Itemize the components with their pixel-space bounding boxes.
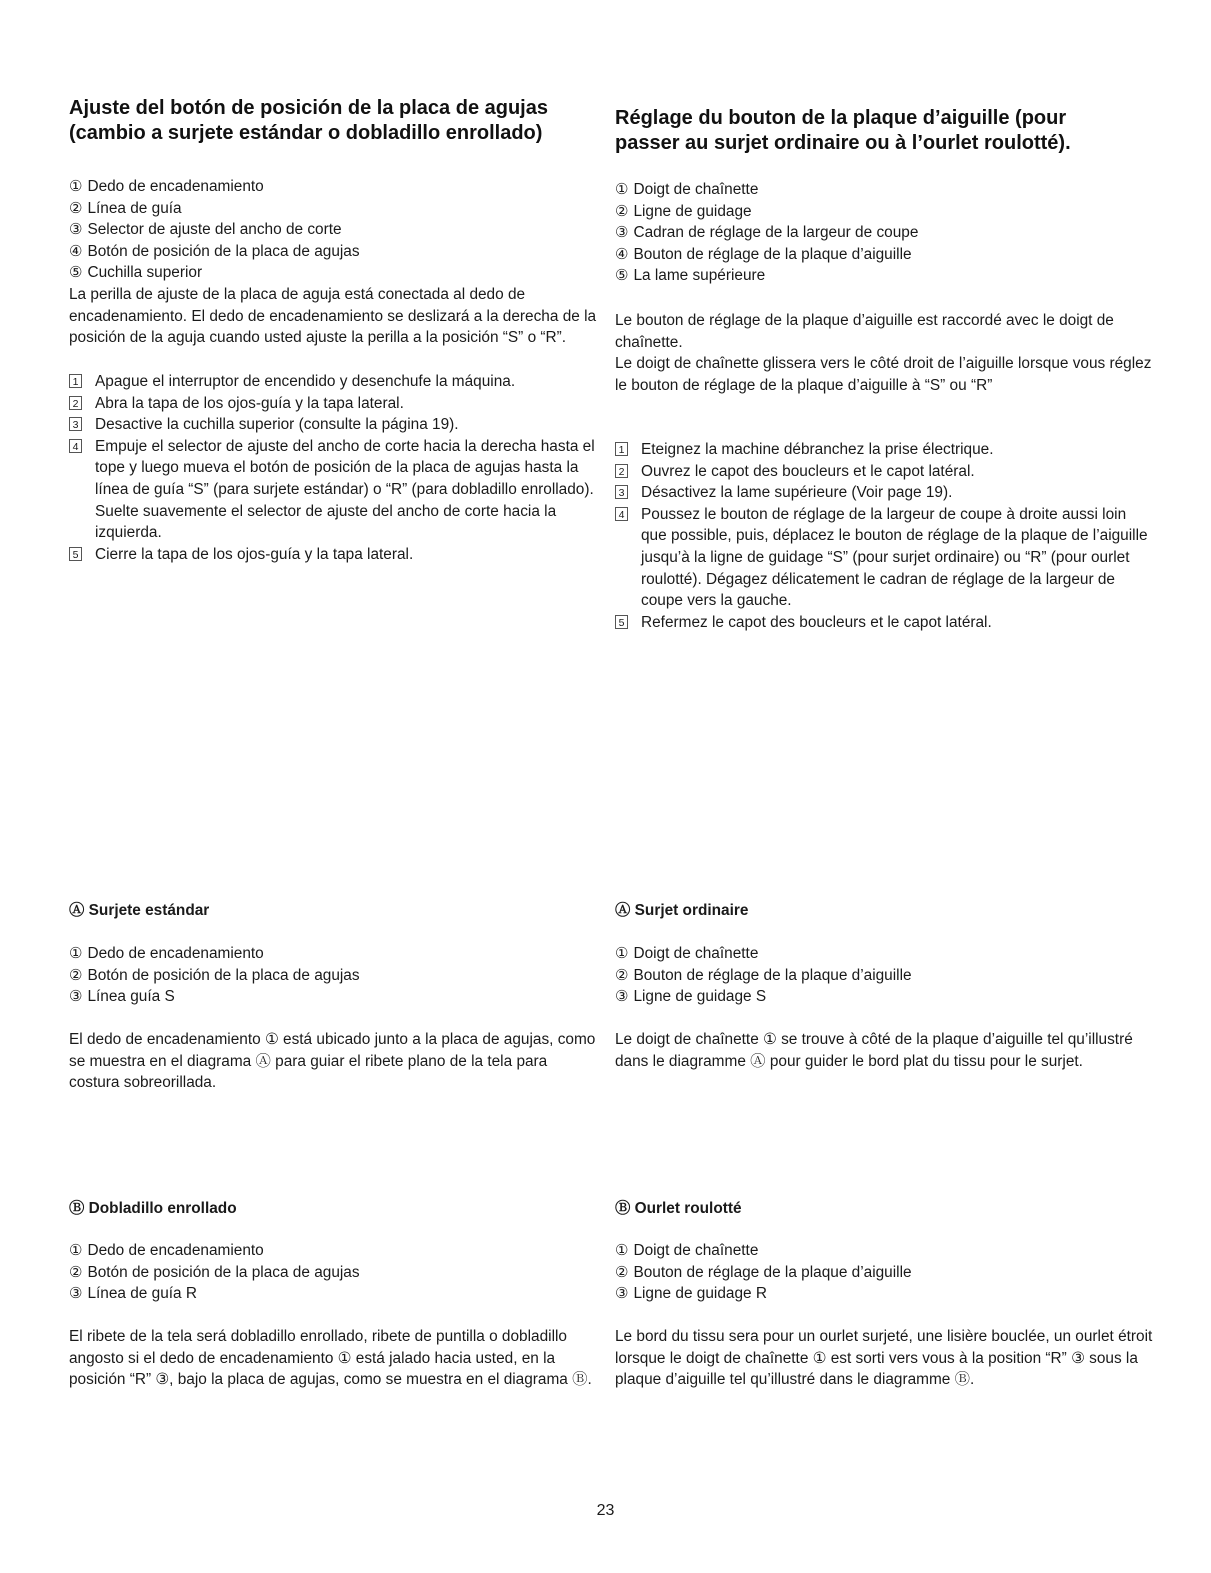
fr-title-line1: Réglage du bouton de la plaque d’aiguille (pour <box>615 107 1067 129</box>
fr-section-b-parts <box>615 1240 1155 1305</box>
list-item <box>615 1262 1155 1284</box>
fr-section-a-heading: Ⓐ Surjet ordinaire <box>615 902 749 919</box>
step-item <box>615 504 1155 612</box>
part-label: Bouton de réglage de la plaque d’aiguille <box>633 1263 912 1281</box>
circled-number: ① <box>69 945 83 962</box>
step-number-box: 5 <box>615 615 628 629</box>
es-section-a-text: El dedo de encadenamiento ① está ubicado junto a la placa de agujas, como se muestra en el diagrama Ⓐ para guiar el ribete plano de la tela para costura sobreorillada. <box>69 1031 596 1092</box>
circled-number: ④ <box>615 245 629 263</box>
step-item <box>615 612 1155 634</box>
fr-section-b-text: Le bord du tissu sera pour un ourlet surjeté, une lisière bouclée, un ourlet étroit lorsque le doigt de chaînette ① est sorti vers vous à la position “R” ③ sous la plaque d’aiguille tel qu’illustré dans le diagramme Ⓑ. <box>615 1328 1153 1389</box>
fr-intro-1: Le bouton de réglage de la plaque d’aiguille est raccordé avec le doigt de chaînette. <box>615 312 1114 351</box>
step-item <box>69 544 599 566</box>
step-number-box: 3 <box>69 417 82 431</box>
list-item <box>69 1262 599 1284</box>
circled-number: ① <box>69 1242 83 1259</box>
circled-number: ⑤ <box>615 267 629 285</box>
part-label: Ligne de guidage <box>633 202 752 220</box>
step-text: Refermez le capot des boucleurs et le capot latéral. <box>641 613 992 631</box>
step-text: Poussez le bouton de réglage de la largeur de coupe à droite aussi loin que possible, puis, déplacez le bouton de réglage de la plaque de l’aiguille jusqu’à la ligne de guidage “S” (pour surjet ordinaire) ou “R” (pour ourlet roulotté). Dégagez délicatement le cadran de réglage de la largeur de coupe vers la gauche. <box>641 505 1148 610</box>
step-text: Apague el interruptor de encendido y desenchufe la máquina. <box>95 373 516 390</box>
list-item <box>69 241 599 263</box>
part-label: Dedo de encadenamiento <box>87 945 264 962</box>
es-title-line1: Ajuste del botón de posición de la placa de agujas <box>69 97 548 119</box>
list-item <box>615 965 1155 987</box>
list-item <box>615 244 1155 266</box>
list-item <box>69 262 599 284</box>
step-number-box: 3 <box>615 485 628 499</box>
step-item <box>615 461 1155 483</box>
fr-title <box>615 106 1155 156</box>
part-label: Doigt de chaînette <box>633 1242 759 1259</box>
step-text-continued: Suelte suavemente el selector de ajuste del ancho de corte hacia la izquierda. <box>95 502 557 542</box>
step-item <box>615 482 1155 504</box>
es-section-a-parts <box>69 943 599 1008</box>
part-label: Dedo de encadenamiento <box>87 1242 264 1259</box>
circled-number: ③ <box>69 221 83 239</box>
circled-number: ④ <box>69 242 83 260</box>
part-label: Línea de guía R <box>87 1285 197 1303</box>
step-item <box>69 371 599 393</box>
part-label: Botón de posición de la placa de agujas <box>87 966 360 984</box>
fr-parts-list <box>615 179 1155 287</box>
circled-number: ③ <box>615 1285 629 1303</box>
circled-number: ③ <box>69 1285 83 1303</box>
step-number-box: 4 <box>69 439 82 453</box>
part-label: Doigt de chaînette <box>633 181 759 198</box>
circled-number: ① <box>615 181 629 198</box>
part-label: Selector de ajuste del ancho de corte <box>87 221 342 239</box>
step-text: Ouvrez le capot des boucleurs et le capot latéral. <box>641 462 975 480</box>
step-number-box: 2 <box>69 396 82 410</box>
part-label: Bouton de réglage de la plaque d’aiguille <box>633 966 912 984</box>
part-label: Botón de posición de la placa de agujas <box>87 242 360 260</box>
circled-number: ① <box>615 945 629 962</box>
part-label: Botón de posición de la placa de agujas <box>87 1263 360 1281</box>
es-steps-list <box>69 371 599 565</box>
step-text: Empuje el selector de ajuste del ancho de corte hacia la derecha hasta el tope y luego mueva el botón de posición de la placa de agujas hasta la línea de guía “S” (para surjete estándar) o “R” (para dobladillo enrollado). <box>95 437 595 498</box>
es-section-b-parts <box>69 1240 599 1305</box>
fr-steps-list <box>615 439 1155 633</box>
part-label: Línea de guía <box>87 199 182 217</box>
circled-number: ② <box>69 199 83 217</box>
es-intro: La perilla de ajuste de la placa de aguja está conectada al dedo de encadenamiento. El dedo de encadenamiento se deslizará a la derecha de la posición de la aguja cuando usted ajuste la perilla a la posición “S” o “R”. <box>69 286 597 347</box>
step-number-box: 1 <box>615 442 628 456</box>
part-label: Cadran de réglage de la largeur de coupe <box>633 224 919 242</box>
circled-number: ③ <box>69 988 83 1006</box>
step-item <box>615 439 1155 461</box>
part-label: Doigt de chaînette <box>633 945 759 962</box>
step-number-box: 1 <box>69 374 82 388</box>
list-item <box>615 1283 1155 1305</box>
page-number: 23 <box>596 1502 615 1519</box>
part-label: La lame supérieure <box>633 267 766 285</box>
circled-number: ② <box>69 1263 83 1281</box>
step-text: Eteignez la machine débranchez la prise électrique. <box>641 441 994 458</box>
es-section-b-heading: Ⓑ Dobladillo enrollado <box>69 1200 237 1217</box>
list-item <box>615 943 1155 965</box>
step-number-box: 4 <box>615 507 628 521</box>
step-item <box>69 393 599 415</box>
es-title-line2: (cambio a surjete estándar o dobladillo enrollado) <box>69 122 543 144</box>
part-label: Línea guía S <box>87 988 175 1006</box>
step-text: Desactive la cuchilla superior (consulte la página 19). <box>95 416 459 434</box>
circled-number: ⑤ <box>69 264 83 282</box>
es-section-b-text: El ribete de la tela será dobladillo enrollado, ribete de puntilla o dobladillo angosto si el dedo de encadenamiento ① está jalado hacia usted, en la posición “R” ③, bajo la placa de agujas, como se muestra en el diagrama Ⓑ. <box>69 1328 592 1389</box>
es-section-a-heading: Ⓐ Surjete estándar <box>69 902 210 919</box>
list-item <box>69 986 599 1008</box>
fr-section-a-text: Le doigt de chaînette ① se trouve à côté de la plaque d’aiguille tel qu’illustré dans le diagramme Ⓐ pour guider le bord plat du tissu pour le surjet. <box>615 1031 1133 1070</box>
list-item <box>69 1283 599 1305</box>
circled-number: ② <box>69 966 83 984</box>
part-label: Dedo de encadenamiento <box>87 178 264 195</box>
part-label: Ligne de guidage S <box>633 988 767 1006</box>
step-item <box>69 436 599 544</box>
fr-intro-2: Le doigt de chaînette glissera vers le côté droit de l’aiguille lorsque vous réglez le bouton de réglage de la plaque d’aiguille à “S” ou “R” <box>615 355 1152 394</box>
circled-number: ② <box>615 1263 629 1281</box>
circled-number: ① <box>69 178 83 195</box>
list-item <box>69 198 599 220</box>
part-label: Ligne de guidage R <box>633 1285 767 1303</box>
list-item <box>69 943 599 965</box>
es-parts-list <box>69 176 599 284</box>
list-item <box>615 986 1155 1008</box>
circled-number: ③ <box>615 988 629 1006</box>
step-item <box>69 414 599 436</box>
circled-number: ② <box>615 202 629 220</box>
step-number-box: 2 <box>615 464 628 478</box>
list-item <box>615 1240 1155 1262</box>
circled-number: ③ <box>615 224 629 242</box>
list-item <box>69 1240 599 1262</box>
circled-number: ① <box>615 1242 629 1259</box>
part-label: Bouton de réglage de la plaque d’aiguille <box>633 245 912 263</box>
list-item <box>615 201 1155 223</box>
list-item <box>69 965 599 987</box>
list-item <box>69 176 599 198</box>
circled-number: ② <box>615 966 629 984</box>
step-number-box: 5 <box>69 547 82 561</box>
fr-section-b-heading: Ⓑ Ourlet roulotté <box>615 1200 742 1217</box>
part-label: Cuchilla superior <box>87 264 203 282</box>
list-item <box>615 265 1155 287</box>
step-text: Désactivez la lame supérieure (Voir page 19). <box>641 484 953 502</box>
list-item <box>69 219 599 241</box>
fr-section-a-parts <box>615 943 1155 1008</box>
list-item <box>615 222 1155 244</box>
step-text: Abra la tapa de los ojos-guía y la tapa lateral. <box>95 394 404 412</box>
list-item <box>615 179 1155 201</box>
step-text: Cierre la tapa de los ojos-guía y la tapa lateral. <box>95 545 414 563</box>
es-title <box>69 96 599 146</box>
fr-title-line2: passer au surjet ordinaire ou à l’ourlet roulotté). <box>615 132 1071 154</box>
